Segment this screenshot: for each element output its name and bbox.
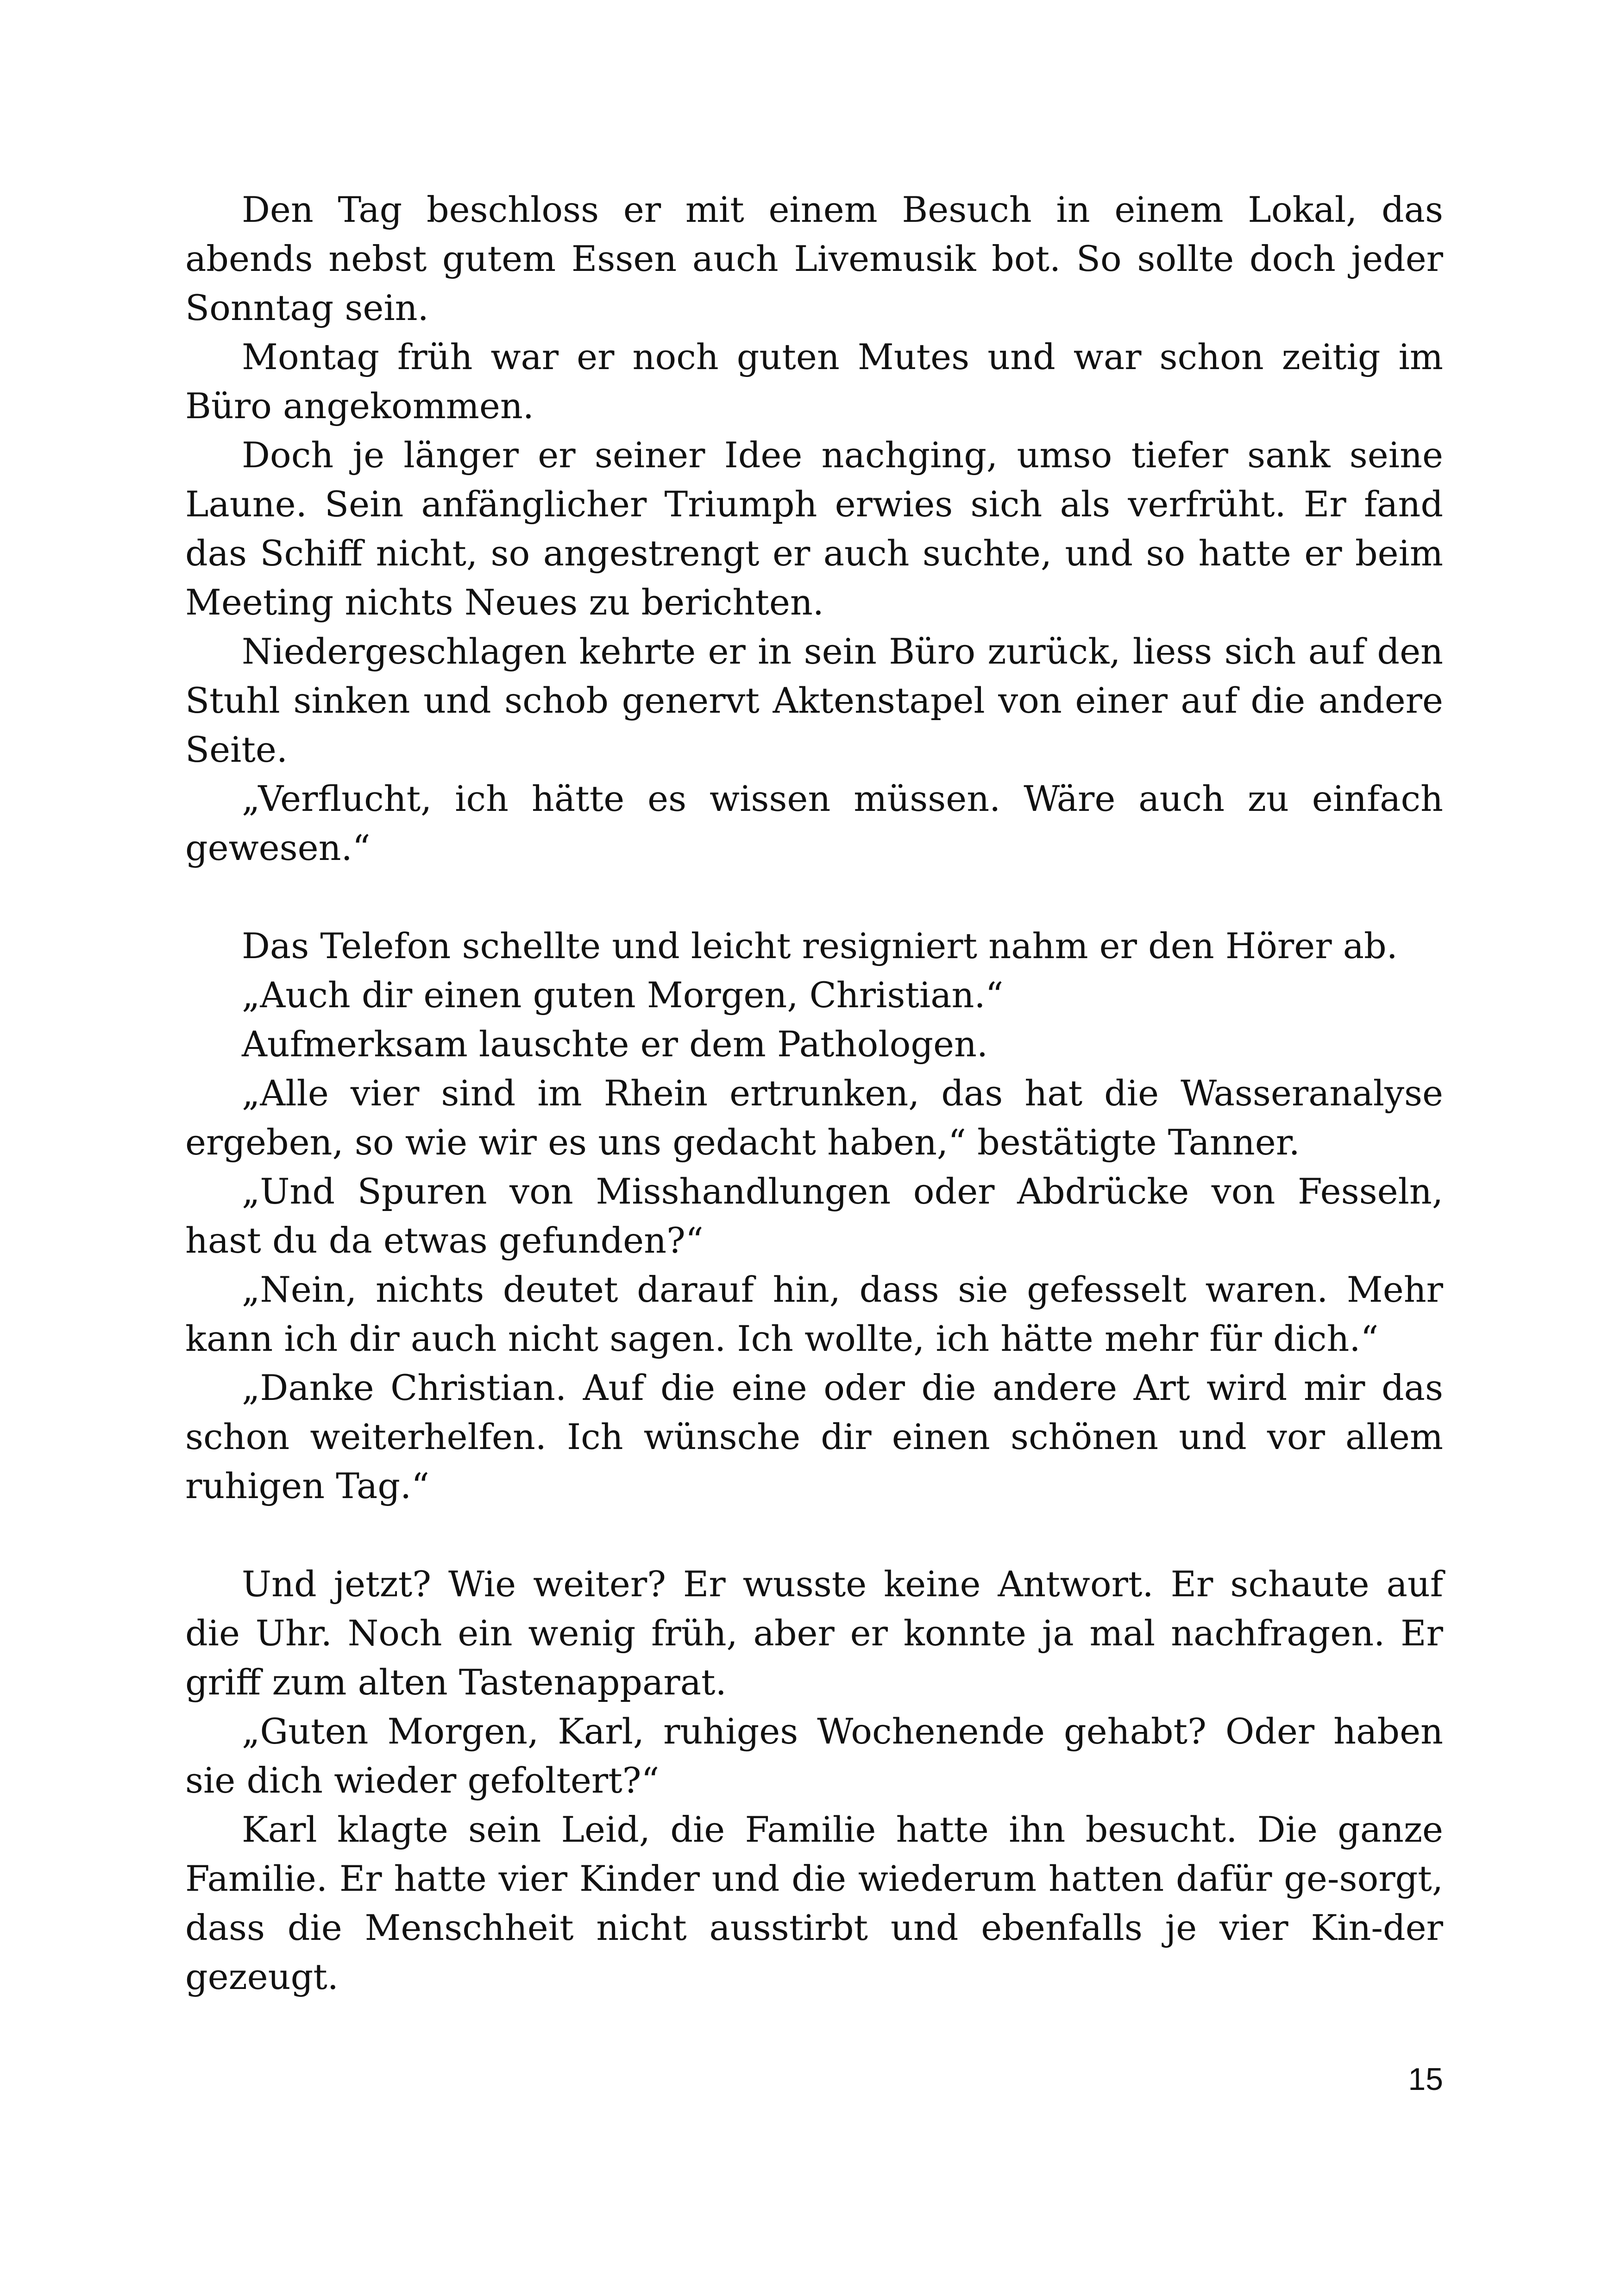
section-break <box>185 872 1443 922</box>
paragraph: Doch je länger er seiner Idee nachging, umso tiefer sank seine Laune. Sein anfänglicher Triumph erwies sich als verfrüht. Er fand das Schiff nicht, so angestrengt er auch suchte, und so hatte er beim Meeting nichts Neues zu berichten. <box>185 434 1443 623</box>
paragraph: Den Tag beschloss er mit einem Besuch in einem Lokal, das abends nebst gutem Essen auch Livemusik bot. So sollte doch jeder Sonntag sein. <box>185 189 1443 328</box>
paragraph: Montag früh war er noch guten Mutes und war schon zeitig im Büro angekommen. <box>185 336 1443 427</box>
paragraph: „Guten Morgen, Karl, ruhiges Wochenende gehabt? Oder haben sie dich wieder gefoltert?“ <box>185 1711 1443 1801</box>
paragraph: „Danke Christian. Auf die eine oder die andere Art wird mir das schon weiterhelfen. Ich wünsche dir einen schönen und vor allem ruhigen Tag.“ <box>185 1367 1443 1506</box>
section-break <box>185 1511 1443 1560</box>
paragraph: „Und Spuren von Misshandlungen oder Abdrücke von Fesseln, hast du da etwas gefunden?“ <box>185 1171 1443 1261</box>
paragraph: „Alle vier sind im Rhein ertrunken, das hat die Wasseranalyse ergeben, so wie wir es uns gedacht haben,“ bestätigte Tanner. <box>185 1073 1443 1163</box>
paragraph: „Nein, nichts deutet darauf hin, dass sie gefesselt waren. Mehr kann ich dir auch nicht sagen. Ich wollte, ich hätte mehr für dich.“ <box>185 1269 1443 1359</box>
paragraph: „Auch dir einen guten Morgen, Christian.“ <box>242 974 1004 1016</box>
paragraph: „Verflucht, ich hätte es wissen müssen. Wäre auch zu einfach gewesen.“ <box>185 778 1443 868</box>
page-number: 15 <box>1408 2062 1443 2097</box>
body-text <box>185 185 1443 2001</box>
paragraph: Das Telefon schellte und leicht resigniert nahm er den Hörer ab. <box>242 925 1398 966</box>
paragraph: Niedergeschlagen kehrte er in sein Büro zurück, liess sich auf den Stuhl sinken und schob genervt Aktenstapel von einer auf die andere Seite. <box>185 631 1443 770</box>
paragraph: Karl klagte sein Leid, die Familie hatte ihn besucht. Die ganze Familie. Er hatte vier Kinder und die wiederum hatten dafür ge-sorgt, dass die Menschheit nicht ausstirbt und ebenfalls je vier Kin-der gezeugt. <box>185 1809 1443 1997</box>
paragraph: Und jetzt? Wie weiter? Er wusste keine Antwort. Er schaute auf die Uhr. Noch ein wenig früh, aber er konnte ja mal nachfragen. Er griff zum alten Tastenapparat. <box>185 1563 1443 1703</box>
paragraph: Aufmerksam lauschte er dem Pathologen. <box>242 1023 988 1065</box>
